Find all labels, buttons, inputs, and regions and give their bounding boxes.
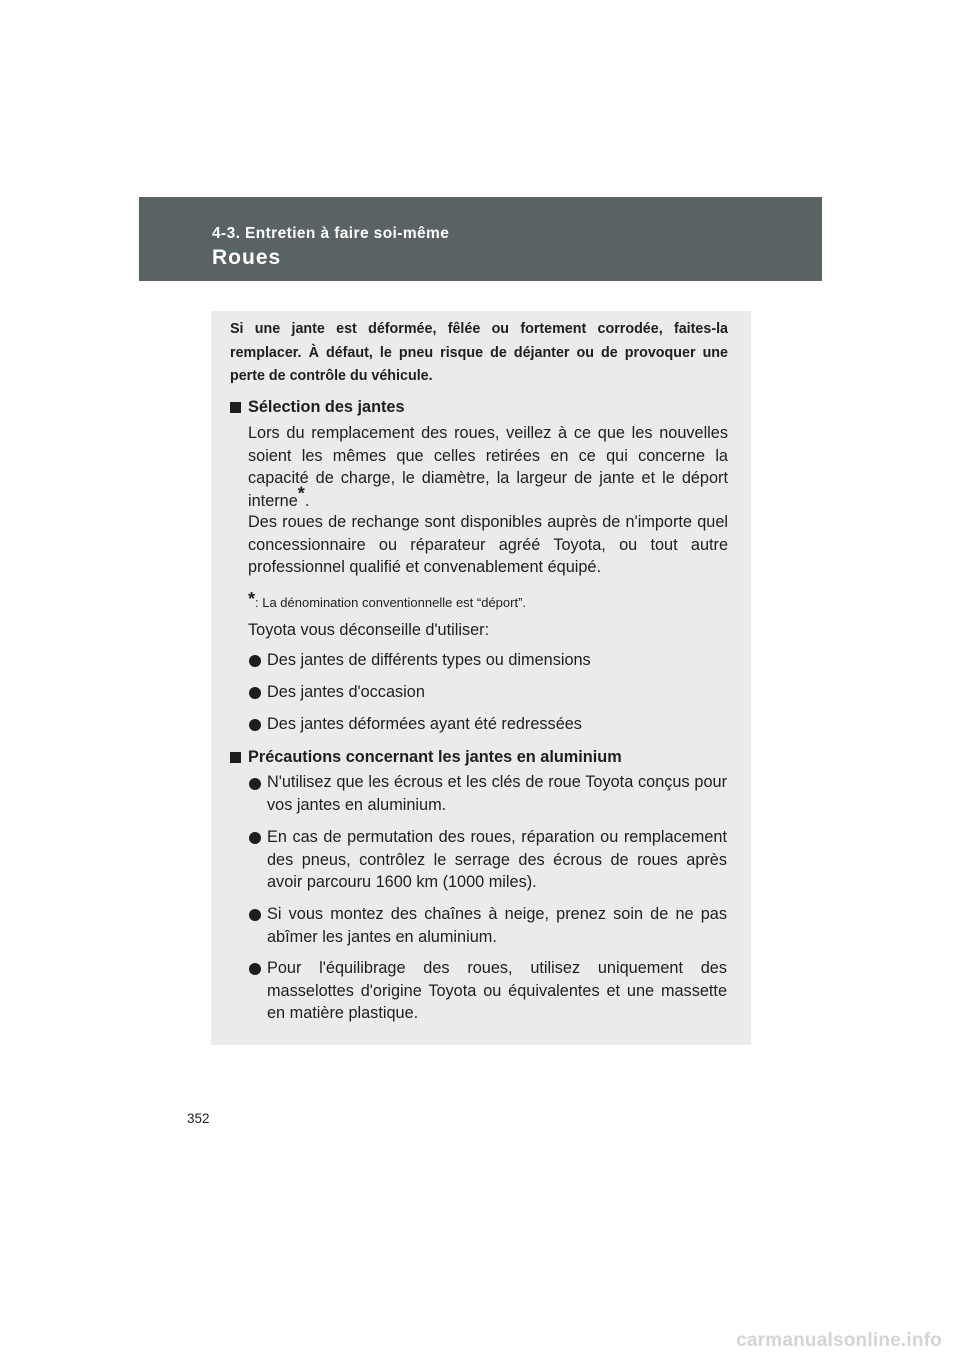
selection-bullet-1: Des jantes de différents types ou dimensions bbox=[267, 651, 591, 669]
bullet-dot-icon bbox=[249, 832, 261, 844]
selection-heading: Sélection des jantes bbox=[248, 398, 405, 416]
bullet-dot-icon bbox=[249, 963, 261, 975]
page-title: Roues bbox=[212, 246, 282, 269]
intro-warning: Si une jante est déformée, fêlée ou fortement corrodée, faites-la remplacer. À défaut, le pneu risque de déjanter ou de provoquer une perte de contrôle du véhicule. bbox=[230, 321, 728, 384]
footnote-text: : La dénomination conventionnelle est “déport”. bbox=[255, 595, 527, 610]
watermark: carmanualsonline.info bbox=[736, 1330, 942, 1351]
selection-bullet-3: Des jantes déformées ayant été redressées bbox=[267, 715, 582, 733]
selection-paragraph-1-text: Lors du remplacement des roues, veillez à ce que les nouvelles soient les mêmes que celles retirées en ce qui concerne la capacité de charge, le diamètre, la largeur de jante et le déport interne bbox=[248, 424, 728, 511]
bullet-dot-icon bbox=[249, 687, 261, 699]
selection-paragraph-1 bbox=[248, 422, 728, 513]
selection-paragraph-1-end: . bbox=[304, 492, 310, 511]
content-panel bbox=[211, 311, 751, 1045]
page-number: 352 bbox=[187, 1111, 210, 1126]
footnote bbox=[248, 589, 526, 610]
bullet-dot-icon bbox=[249, 655, 261, 667]
aluminium-heading: Précautions concernant les jantes en aluminium bbox=[248, 748, 622, 766]
footnote-star: * bbox=[248, 589, 256, 609]
chapter-header bbox=[139, 197, 822, 281]
selection-bullet-2: Des jantes d'occasion bbox=[267, 683, 425, 701]
aluminium-bullet-2: En cas de permutation des roues, réparation ou remplacement des pneus, contrôlez le serrage des écrous de roues après avoir parcouru 1600 km (1000 miles). bbox=[267, 828, 727, 892]
square-bullet-icon bbox=[230, 402, 241, 413]
bullet-dot-icon bbox=[249, 909, 261, 921]
bullet-dot-icon bbox=[249, 778, 261, 790]
aluminium-bullet-4: Pour l'équilibrage des roues, utilisez uniquement des masselottes d'origine Toyota ou équivalentes et une massette en matière plastique. bbox=[267, 959, 727, 1023]
aluminium-bullet-3: Si vous montez des chaînes à neige, prenez soin de ne pas abîmer les jantes en aluminium. bbox=[267, 905, 727, 946]
footnote-star-marker: * bbox=[297, 483, 305, 504]
aluminium-bullet-1: N'utilisez que les écrous et les clés de roue Toyota conçus pour vos jantes en aluminium. bbox=[267, 773, 727, 814]
discourage-text: Toyota vous déconseille d'utiliser: bbox=[248, 621, 490, 639]
bullet-dot-icon bbox=[249, 719, 261, 731]
section-label: 4-3. Entretien à faire soi-même bbox=[212, 225, 450, 242]
selection-paragraph-2: Des roues de rechange sont disponibles auprès de n'importe quel concessionnaire ou réparateur agréé Toyota, ou tout autre professionnel qualifié et convenablement équipé. bbox=[248, 513, 728, 577]
square-bullet-icon bbox=[230, 752, 241, 763]
